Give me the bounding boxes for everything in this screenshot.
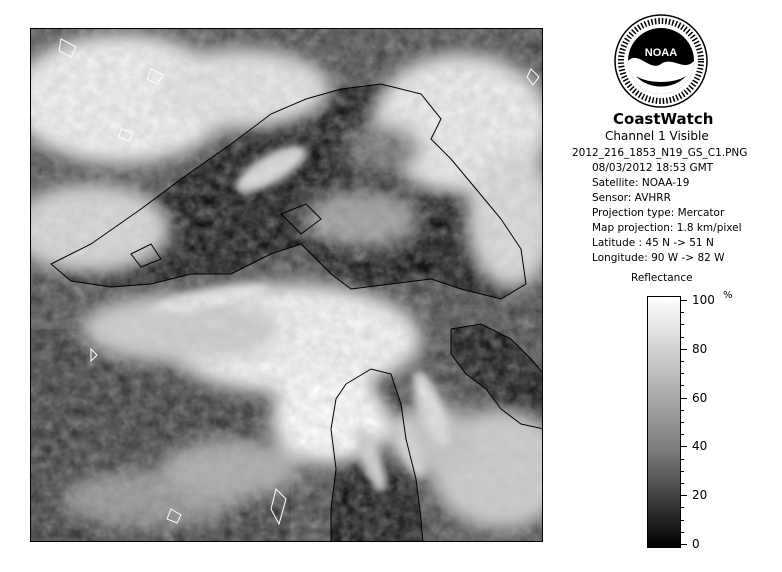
- satellite-image: [30, 28, 543, 542]
- colorbar-tick-label: 0: [692, 537, 700, 551]
- image-texture: [31, 29, 543, 542]
- colorbar-minor-tick: [680, 312, 684, 313]
- colorbar-tick-label: 80: [692, 341, 708, 356]
- noaa-logo: [614, 14, 708, 108]
- satellite-image-svg: [31, 29, 543, 542]
- satellite-info: Satellite: NOAA-19: [592, 177, 690, 189]
- legend-unit: %: [723, 290, 733, 301]
- colorbar-tick-label: 100: [692, 293, 715, 307]
- map-projection: Map projection: 1.8 km/pixel: [592, 222, 742, 234]
- reflectance-colorbar: [647, 296, 681, 548]
- colorbar-minor-tick: [680, 471, 684, 472]
- file-name: 2012_216_1853_N19_GS_C1.PNG: [572, 147, 748, 159]
- svg-text:NOAA: NOAA: [644, 47, 678, 59]
- sensor-info: Sensor: AVHRR: [592, 192, 671, 204]
- colorbar-tick-label: 60: [692, 390, 708, 405]
- colorbar-minor-tick: [680, 410, 684, 411]
- colorbar-minor-tick: [680, 373, 684, 374]
- date-time: 08/03/2012 18:53 GMT: [592, 162, 714, 174]
- colorbar-tick-label: 20: [692, 488, 708, 503]
- brand-title: CoastWatch: [613, 110, 714, 128]
- colorbar-minor-tick: [680, 422, 684, 423]
- colorbar-minor-tick: [680, 483, 684, 484]
- colorbar-major-tick: [680, 495, 687, 496]
- colorbar-major-tick: [680, 300, 687, 301]
- projection-type: Projection type: Mercator: [592, 207, 725, 219]
- longitude-range: Longitude: 90 W -> 82 W: [592, 252, 725, 264]
- colorbar-major-tick: [680, 544, 687, 545]
- channel-label: Channel 1 Visible: [605, 129, 709, 143]
- colorbar-minor-tick: [680, 459, 684, 460]
- colorbar-minor-tick: [680, 532, 684, 533]
- noaa-logo-svg: [614, 14, 708, 108]
- colorbar-major-tick: [680, 446, 687, 447]
- colorbar-major-tick: [680, 398, 687, 399]
- colorbar-minor-tick: [680, 507, 684, 508]
- colorbar-minor-tick: [680, 385, 684, 386]
- colorbar-minor-tick: [680, 337, 684, 338]
- colorbar-minor-tick: [680, 361, 684, 362]
- colorbar-minor-tick: [680, 434, 684, 435]
- legend-title: Reflectance: [631, 272, 693, 284]
- latitude-range: Latitude : 45 N -> 51 N: [592, 237, 714, 249]
- colorbar-minor-tick: [680, 520, 684, 521]
- colorbar-tick-label: 40: [692, 439, 708, 454]
- colorbar-major-tick: [680, 349, 687, 350]
- colorbar-ticks: [680, 293, 740, 551]
- colorbar-minor-tick: [680, 324, 684, 325]
